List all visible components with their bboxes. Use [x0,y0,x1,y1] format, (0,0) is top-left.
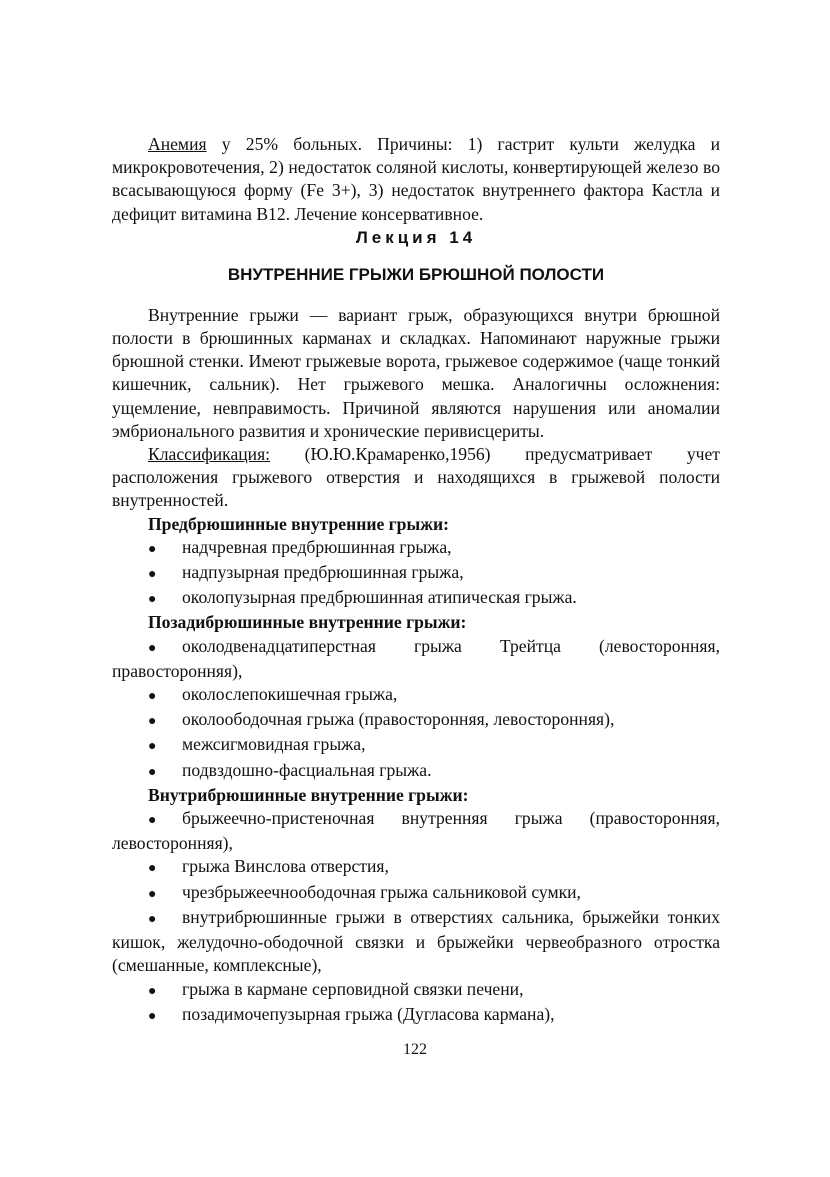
list-item [112,807,720,855]
list-item-text: околослепокишечная грыжа, [182,684,398,705]
list-item [112,561,720,586]
list-item [112,683,720,708]
bullet-icon: ● [148,714,157,730]
list-item-text: надпузырная предбрюшинная грыжа, [182,562,464,583]
list-item [112,1003,720,1028]
hernia-groups [112,513,720,1028]
bullet-icon: ● [148,592,157,608]
list-item-text: надчревная предбрюшинная грыжа, [182,536,452,557]
anemia-paragraph [112,133,720,226]
chapter-title: ВНУТРЕННИЕ ГРЫЖИ БРЮШНОЙ ПОЛОСТИ [227,264,605,284]
list-item-text: околопузырная предбрюшинная атипическая грыжа. [182,587,577,608]
classification-paragraph [112,443,720,513]
document-page [112,133,720,1028]
bullet-icon: ● [148,886,157,902]
definition-paragraph: Внутренние грыжи — вариант грыж, образующихся внутри брюшной полости в брюшинных карманах и складках. Напоминают наружные грыжи брюшной стенки. Имеют грыжевые ворота, грыжевое содержимое (чаще тонкий кишечник, сальник). Нет грыжевого мешка. Аналогичны осложнения: ущемление, невправимость. Причиной являются нарушения или аномалии эмбрионального развития и хронические перивисцериты. [112,304,720,441]
bullet-icon: ● [148,689,157,705]
bullet-icon: ● [148,739,157,755]
bullet-icon: ● [148,983,157,999]
bullet-icon: ● [148,567,157,583]
group-heading: Позадибрюшинные внутренние грыжи: [148,612,467,633]
classification-text: (Ю.Ю.Крамаренко,1956) предусматривает учет расположения грыжевого отверстия и находящихся в грыжевой полости внутренностей. [112,444,720,511]
anemia-text: у 25% больных. Причины: 1) гастрит культи желудка и микрокровотечения, 2) недостаток соляной кислоты, конвертирующей железо во всасывающуюся форму (Fe 3+), 3) недостаток внутреннего фактора Кастла и дефицит витамина В12. Лечение консервативное. [112,134,720,224]
bullet-icon: ● [148,640,157,656]
list-item-text: межсигмовидная грыжа, [182,734,366,755]
group-heading: Предбрюшинные внутренние грыжи: [148,513,449,534]
bullet-icon: ● [148,764,157,780]
bullet-icon: ● [148,1008,157,1024]
list-item [112,855,720,880]
hernia-list [112,536,720,612]
list-item [112,759,720,784]
list-item [112,733,720,758]
list-item-text: околодвенадцатиперстная грыжа Трейтца (левосторонняя, правосторонняя), [112,635,720,681]
list-item-text: грыжа Винслова отверстия, [182,856,389,877]
list-item [112,708,720,733]
list-item-text: позадимочепузырная грыжа (Дугласова кармана), [182,1003,555,1024]
classification-term: Классификация: [148,444,271,465]
anemia-term: Анемия [148,134,207,154]
list-item [112,586,720,611]
lecture-label: Лекция 14 [355,227,477,247]
list-item-text: чрезбрыжеечноободочная грыжа сальниковой сумки, [182,881,581,902]
hernia-list [112,807,720,1028]
list-item [112,635,720,683]
bullet-icon: ● [148,813,157,829]
group-heading: Внутрибрюшинные внутренние грыжи: [148,784,469,805]
list-item [112,978,720,1003]
bullet-icon: ● [148,911,157,927]
list-item-text: брыжеечно-пристеночная внутренняя грыжа (правосторонняя, левосторонняя), [112,808,720,854]
list-item-text: подвздошно-фасциальная грыжа. [182,759,432,780]
list-item-text: грыжа в кармане серповидной связки печени, [182,978,524,999]
list-item [112,881,720,906]
list-item-text: околоободочная грыжа (правосторонняя, левосторонняя), [182,709,615,730]
list-item [112,906,720,978]
hernia-list [112,635,720,784]
bullet-icon: ● [148,541,157,557]
list-item-text: внутрибрюшинные грыжи в отверстиях сальника, брыжейки тонких кишок, желудочно-ободочной связки и брыжейки червеобразного отростка (смешанные, комплексные), [112,906,720,976]
bullet-icon: ● [148,861,157,877]
page-number: 122 [403,1041,427,1058]
list-item [112,536,720,561]
